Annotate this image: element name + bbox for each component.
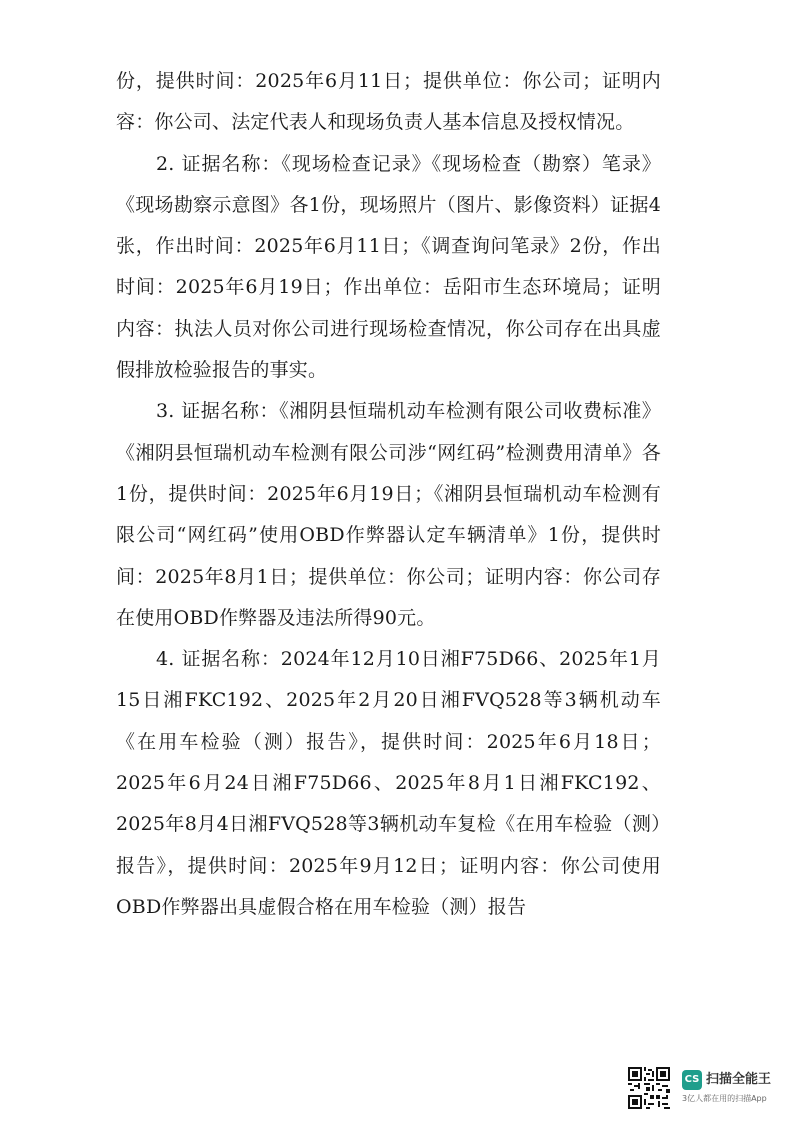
brand-name: 扫描全能王: [706, 1072, 772, 1087]
camscanner-logo: CS: [682, 1070, 702, 1090]
document-body: [116, 61, 661, 928]
brand-slogan: 3亿人都在用的扫描App: [682, 1094, 767, 1103]
paragraph-evidence-3: 3. 证据名称：《湘阴县恒瑞机动车检测有限公司收费标准》《湘阴县恒瑞机动车检测有限公司涉“网红码”检测费用清单》各1份，提供时间：2025年6月19日；《湘阴县恒瑞机动车检测有限公司“网红码”使用OBD作弊器认定车辆清单》1份，提供时间：2025年8月1日；提供单位：你公司；证明内容：你公司存在使用OBD作弊器及违法所得90元。: [116, 400, 661, 629]
paragraph-evidence-4: 4. 证据名称：2024年12月10日湘F75D66、2025年1月15日湘FKC192、2025年2月20日湘FVQ528等3辆机动车《在用车检验（测）报告》，提供时间：2025年6月18日；2025年6月24日湘F75D66、2025年8月1日湘FKC192、2025年8月4日湘FVQ528等3辆机动车复检《在用车检验（测）报告》，提供时间：2025年9月12日；证明内容：你公司使用OBD作弊器出具虚假合格在用车检验（测）报告: [116, 648, 661, 918]
paragraph-continuation: 份，提供时间：2025年6月11日；提供单位：你公司；证明内容：你公司、法定代表人和现场负责人基本信息及授权情况。: [116, 70, 661, 134]
qr-code-icon: [628, 1067, 670, 1109]
scanner-watermark: [628, 1067, 778, 1111]
paragraph-evidence-2: 2. 证据名称：《现场检查记录》《现场检查（勘察）笔录》《现场勘察示意图》各1份，现场照片（图片、影像资料）证据4张，作出时间：2025年6月11日；《调查询问笔录》2份，作出时间：2025年6月19日；作出单位：岳阳市生态环境局；证明内容：执法人员对你公司进行现场检查情况，你公司存在出具虚假排放检验报告的事实。: [116, 152, 661, 382]
